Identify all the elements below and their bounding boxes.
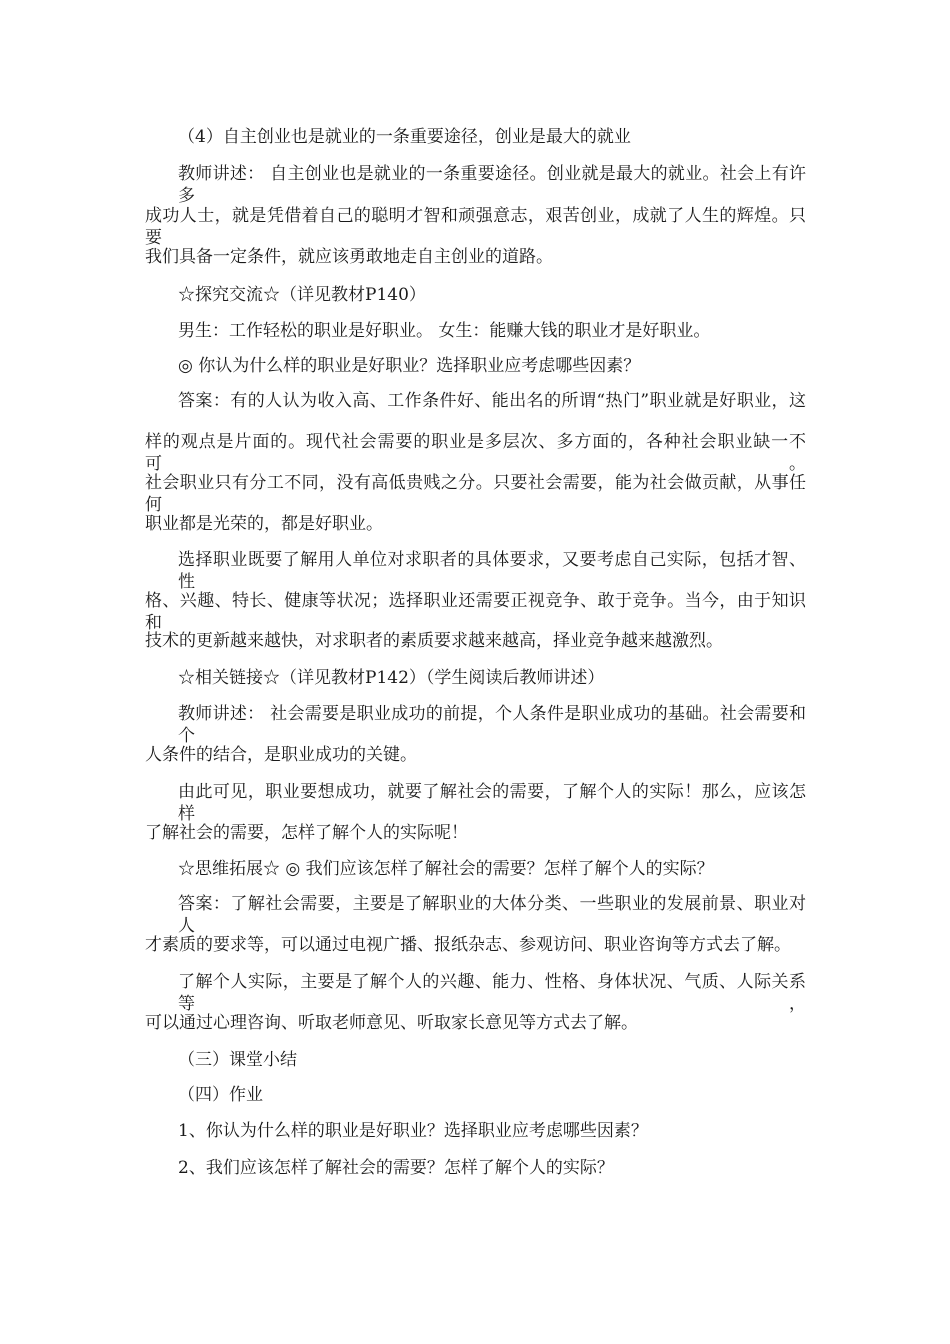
homework-item-2: 2、我们应该怎样了解社会的需要？怎样了解个人的实际？ — [178, 1158, 614, 1178]
paragraph-line: 格、兴趣、特长、健康等状况；选择职业还需要正视竞争、敢于竞争。当今，由于知识和 — [145, 591, 806, 633]
paragraph-line: 了解个人实际，主要是了解个人的兴趣、能力、性格、身体状况、气质、人际关系等， — [178, 972, 806, 1014]
paragraph-line: 才素质的要求等，可以通过电视广播、报纸杂志、参观访问、职业咨询等方式去了解。 — [145, 935, 791, 955]
section-heading-homework: （四）作业 — [178, 1085, 263, 1105]
related-links-heading: ☆相关链接☆（详见教材P142）（学生阅读后教师讲述） — [178, 668, 605, 688]
paragraph-line: 可以通过心理咨询、听取老师意见、听取家长意见等方式去了解。 — [145, 1013, 638, 1033]
paragraph-line: 样的观点是片面的。现代社会需要的职业是多层次、多方面的，各种社会职业缺一不可。 — [145, 432, 806, 474]
question-line: ◎ 你认为什么样的职业是好职业？选择职业应考虑哪些因素？ — [178, 356, 641, 376]
section-heading-summary: （三）课堂小结 — [178, 1050, 297, 1070]
paragraph-line: 男生：工作轻松的职业是好职业。 女生：能赚大钱的职业才是好职业。 — [178, 321, 711, 341]
homework-item-1: 1、你认为什么样的职业是好职业？选择职业应考虑哪些因素？ — [178, 1121, 648, 1141]
paragraph-line: 社会职业只有分工不同，没有高低贵贱之分。只要社会需要，能为社会做贡献，从事任何 — [145, 473, 806, 515]
paragraph-line: 我们具备一定条件，就应该勇敢地走自主创业的道路。 — [145, 247, 553, 267]
paragraph-line: 成功人士，就是凭借着自己的聪明才智和顽强意志，艰苦创业，成就了人生的辉煌。只要 — [145, 206, 806, 248]
paragraph-line: 技术的更新越来越快，对求职者的素质要求越来越高，择业竞争越来越激烈。 — [145, 631, 723, 651]
paragraph-line: 教师讲述： 自主创业也是就业的一条重要途径。创业就是最大的就业。社会上有许多 — [178, 164, 806, 206]
paragraph-line: 答案：有的人认为收入高、工作条件好、能出名的所谓“热门”职业就是好职业，这 — [178, 391, 806, 411]
paragraph-line: 由此可见，职业要想成功，就要了解社会的需要，了解个人的实际！那么，应该怎样 — [178, 782, 806, 824]
paragraph-line: 选择职业既要了解用人单位对求职者的具体要求，又要考虑自己实际，包括才智、性 — [178, 550, 806, 592]
thinking-expansion-heading: ☆思维拓展☆ ◎ 我们应该怎样了解社会的需要？怎样了解个人的实际？ — [178, 859, 714, 879]
paragraph-line: 职业都是光荣的，都是好职业。 — [145, 514, 383, 534]
paragraph-line: 了解社会的需要，怎样了解个人的实际呢！ — [145, 823, 468, 843]
paragraph-line: 答案：了解社会需要，主要是了解职业的大体分类、一些职业的发展前景、职业对人 — [178, 894, 806, 936]
paragraph-line: 教师讲述： 社会需要是职业成功的前提，个人条件是职业成功的基础。社会需要和个 — [178, 704, 806, 746]
explore-exchange-heading: ☆探究交流☆（详见教材P140） — [178, 285, 426, 305]
section-heading-self-employment: （4）自主创业也是就业的一条重要途径，创业是最大的就业 — [178, 127, 631, 147]
paragraph-line: 人条件的结合，是职业成功的关键。 — [145, 745, 417, 765]
